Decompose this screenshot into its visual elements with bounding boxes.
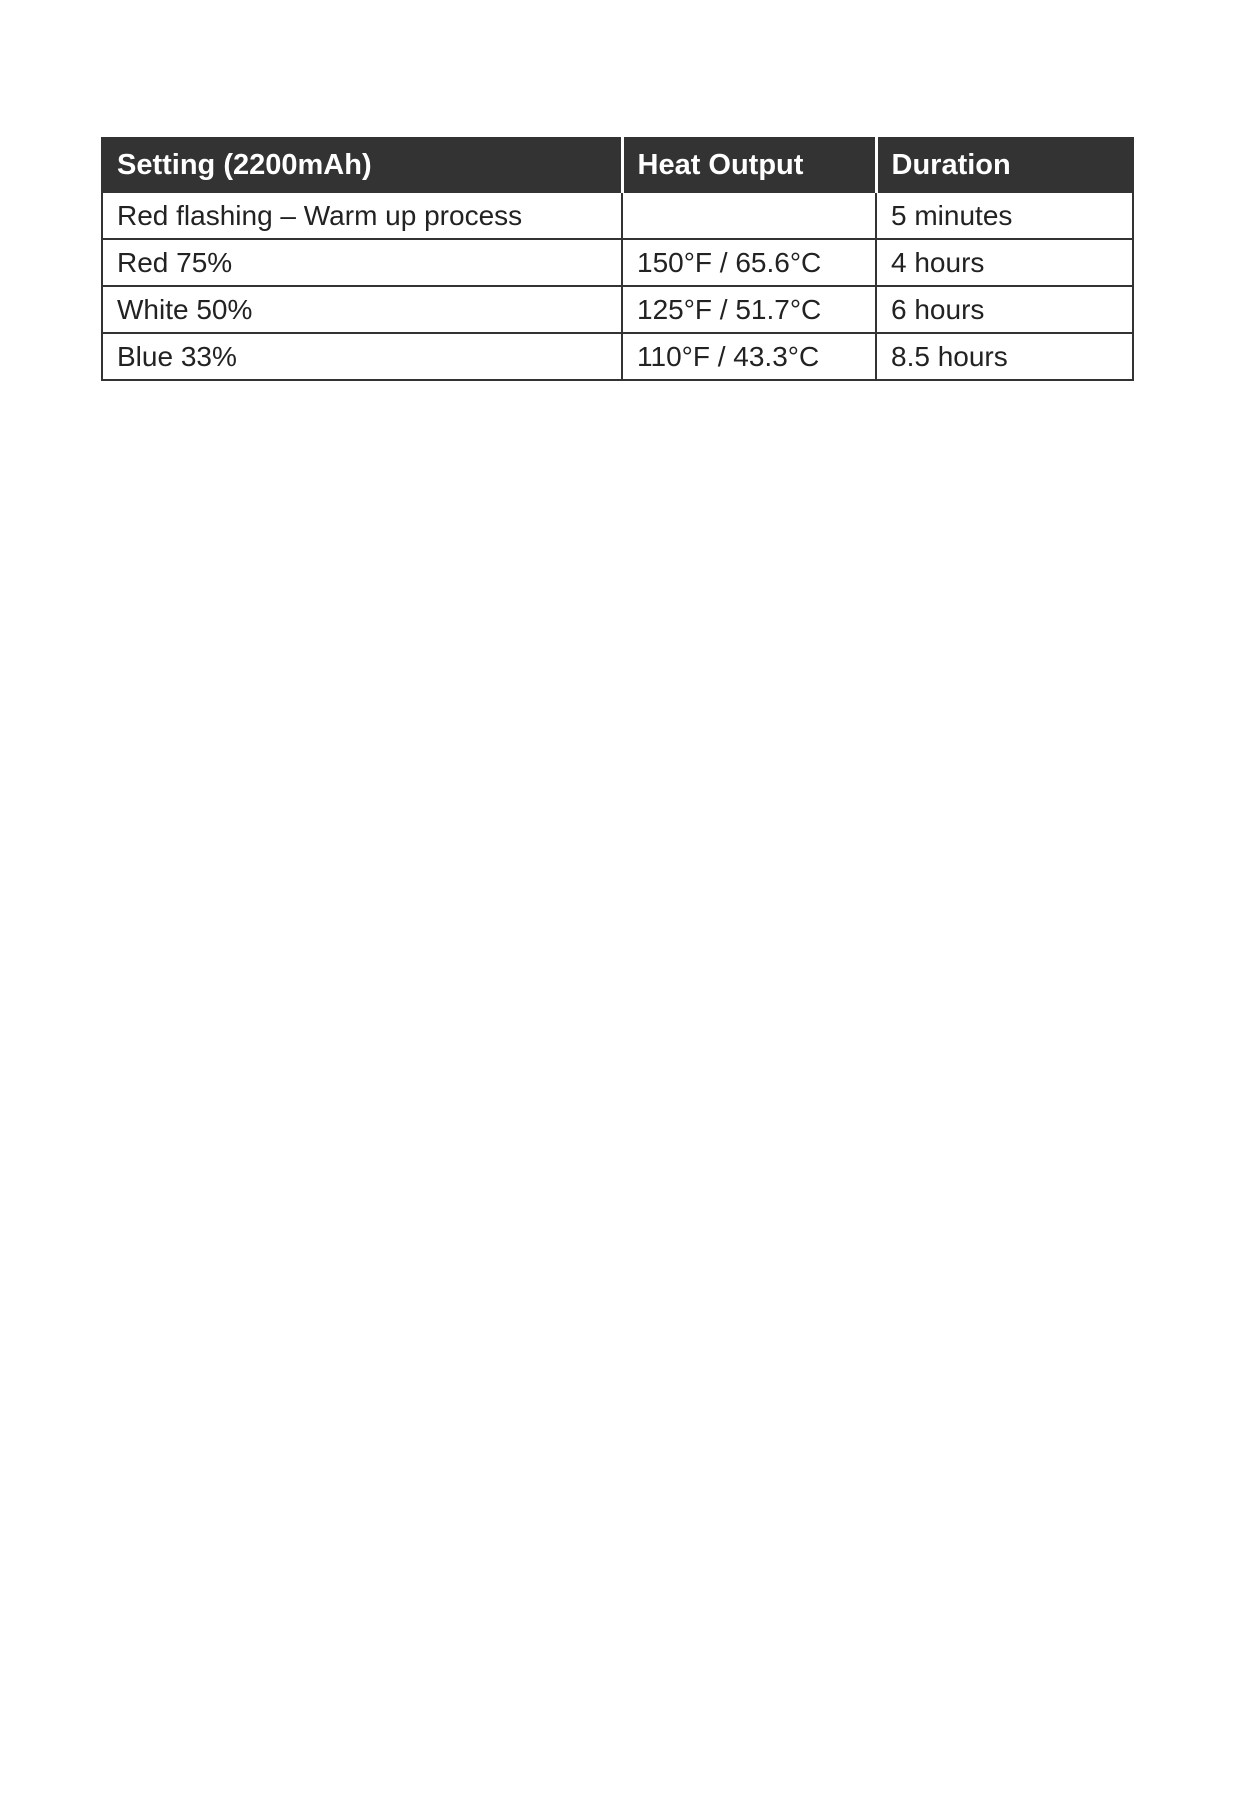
heat-output-cell xyxy=(622,192,876,239)
table-row xyxy=(102,239,1133,286)
heat-output-cell: 125°F / 51.7°C xyxy=(622,286,876,333)
setting-cell: Red 75% xyxy=(102,239,622,286)
table-row xyxy=(102,333,1133,380)
duration-cell: 8.5 hours xyxy=(876,333,1133,380)
column-header-setting: Setting (2200mAh) xyxy=(102,138,622,192)
heat-output-cell: 110°F / 43.3°C xyxy=(622,333,876,380)
heat-settings-table xyxy=(101,137,1134,381)
duration-cell: 4 hours xyxy=(876,239,1133,286)
setting-cell: Red flashing – Warm up process xyxy=(102,192,622,239)
table-row xyxy=(102,192,1133,239)
duration-cell: 5 minutes xyxy=(876,192,1133,239)
setting-cell: Blue 33% xyxy=(102,333,622,380)
duration-cell: 6 hours xyxy=(876,286,1133,333)
column-header-heat-output: Heat Output xyxy=(622,138,876,192)
setting-cell: White 50% xyxy=(102,286,622,333)
table-row xyxy=(102,286,1133,333)
table-header-row xyxy=(102,138,1133,192)
column-header-duration: Duration xyxy=(876,138,1133,192)
heat-output-cell: 150°F / 65.6°C xyxy=(622,239,876,286)
